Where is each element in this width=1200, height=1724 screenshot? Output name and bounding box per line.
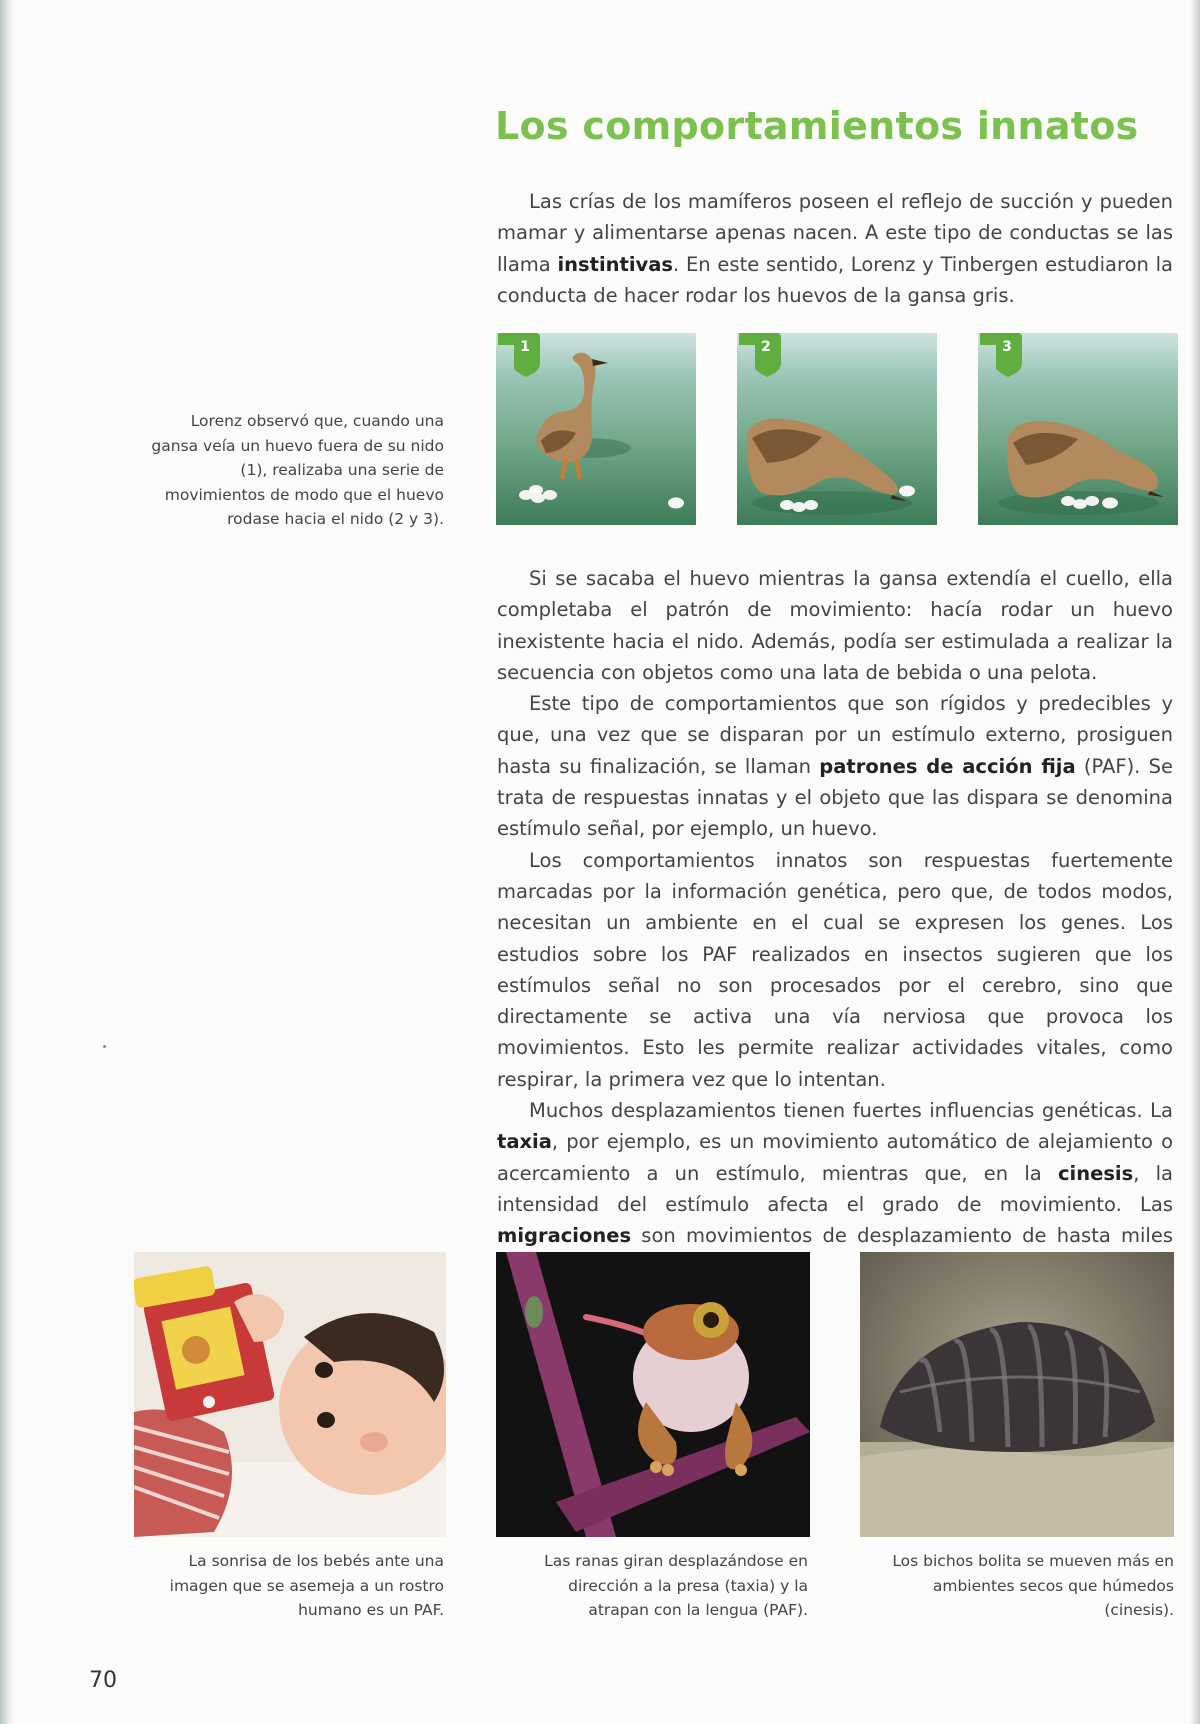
pillbug-illustration — [860, 1252, 1174, 1537]
pillbug-photo — [860, 1252, 1174, 1537]
goose-figure-step-1 — [496, 333, 696, 525]
paragraph-3: Este tipo de comportamientos que son rígidos y predecibles y que, una vez que se disparan por un estímulo externo, prosiguen hasta su finalización, se llaman patrones de acción fija (PAF). Se trata de respuestas innatas y el objeto que las dispara se denomina estímulo señal, por ejemplo, un huevo. — [497, 692, 1173, 841]
baby-photo — [134, 1252, 446, 1537]
main-text — [497, 563, 1173, 1283]
page-gutter-shadow — [0, 0, 14, 1724]
term-instintivas: instintivas — [557, 252, 674, 276]
step-number: 3 — [1002, 339, 1012, 355]
paragraph-2: Si se sacaba el huevo mientras la gansa extendía el cuello, ella completaba el patrón de movimiento: hacía rodar un huevo inexistente hacia el nido. Además, podía ser estimulada a realizar la secuencia con objetos como una lata de bebida o una pelota. — [497, 567, 1173, 684]
intro-paragraph: Las crías de los mamíferos poseen el reflejo de succión y pueden mamar y alimentarse apenas nacen. A este tipo de conductas se las llama instintivas. En este sentido, Lorenz y Tinbergen estudiaron la conducta de hacer rodar los huevos de la gansa gris. — [497, 190, 1173, 307]
paragraph-5: Muchos desplazamientos tienen fuertes influencias genéticas. La taxia, por ejemplo, es un movimiento automático de alejamiento o acercamiento a un estímulo, mientras que, en la cinesis, la intensidad del estímulo afecta el grado de movimiento. Las migraciones son movimientos de desplazamiento de hasta miles — [497, 1099, 1173, 1248]
frog-photo — [496, 1252, 810, 1537]
paragraph-4: Los comportamientos innatos son respuestas fuertemente marcadas por la información genética, pero que, de todos modos, necesitan un ambiente en el cual se expresen los genes. Los estudios sobre los PAF realizados en insectos sugieren que los estímulos señal no son procesados por el cerebro, sino que directamente se activa una vía nerviosa que provoca los movimientos. Esto les permite realizar actividades vitales, como respirar, la primera vez que lo intentan. — [497, 848, 1173, 1091]
intro-text — [497, 186, 1173, 311]
page-number: 70 — [89, 1668, 117, 1693]
term-taxia: taxia — [497, 1130, 552, 1154]
goose-figure-caption: Lorenz observó que, cuando una gansa veía un huevo fuera de su nido (1), realizaba una serie de movimientos de modo que el huevo rodase hacia el nido (2 y 3). — [151, 412, 444, 528]
goose-figure-step-2 — [737, 333, 937, 525]
term-migraciones: migraciones — [497, 1224, 632, 1248]
goose-figure-step-3 — [978, 333, 1178, 525]
term-paf: patrones de acción fija — [819, 754, 1076, 778]
step-number: 1 — [520, 339, 530, 355]
term-cinesis: cinesis — [1057, 1161, 1134, 1185]
scan-speck — [103, 1045, 106, 1048]
step-number: 2 — [761, 339, 771, 355]
page-edge-shadow — [1190, 0, 1200, 1724]
pillbug-photo-caption: Los bichos bolita se mueven más en ambientes secos que húmedos (cinesis). — [892, 1552, 1174, 1619]
frog-photo-caption: Las ranas giran desplazándose en dirección a la presa (taxia) y la atrapan con la lengua (PAF). — [544, 1552, 808, 1619]
baby-illustration — [134, 1252, 446, 1537]
baby-photo-caption: La sonrisa de los bebés ante una imagen que se asemeja a un rostro humano es un PAF. — [169, 1552, 444, 1619]
page-title: Los comportamientos innatos — [495, 104, 1139, 148]
frog-illustration — [496, 1252, 810, 1537]
